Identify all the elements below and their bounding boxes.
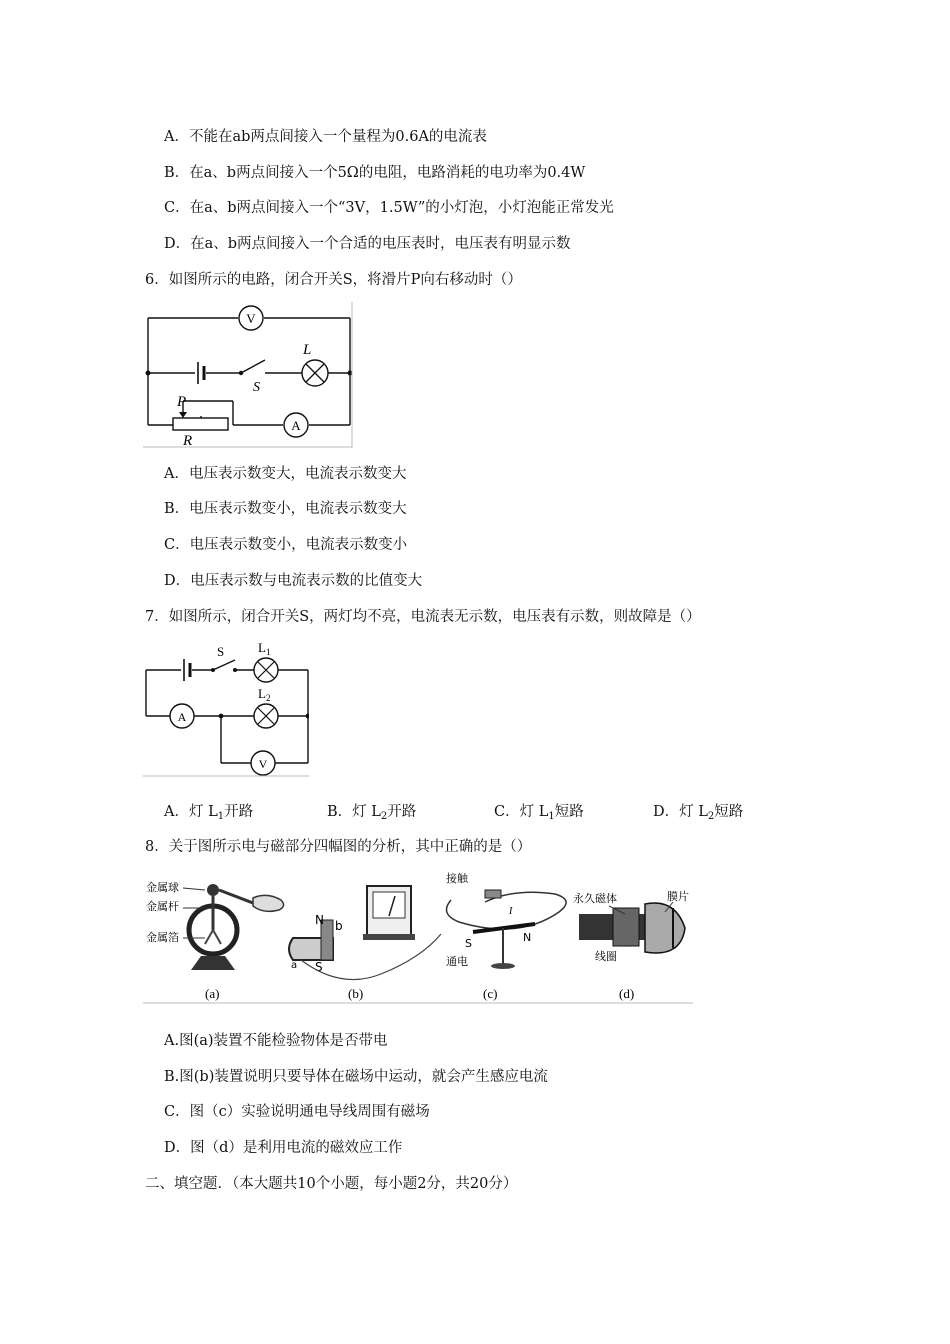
q6-option-c: C．电压表示数变小，电流表示数变小	[164, 537, 408, 553]
q6-lamp	[302, 360, 328, 386]
q8-a-label-rod: 金属杆	[146, 900, 179, 913]
q6-label-v: V	[246, 311, 256, 326]
q8-b-label-b: b	[335, 919, 343, 933]
q7-stem: 7．如图所示，闭合开关S，两灯均不亮，电流表无示数，电压表有示数，则故障是（）	[145, 609, 701, 625]
q7-lamp-1	[254, 658, 278, 682]
q8-figure-b	[289, 886, 441, 1001]
q6-label-a: A	[291, 418, 301, 433]
q8-d-label-coil: 线圈	[595, 950, 617, 963]
section-2-heading: 二、填空题．（本大题共10个小题，每小题2分，共20分）	[145, 1176, 518, 1192]
q8-caption-d: (d)	[619, 986, 635, 1001]
q5-option-a: A．不能在ab两点间接入一个量程为0.6A的电流表	[164, 129, 487, 145]
q8-b-label-a: a	[291, 960, 298, 971]
q6-label-p: P	[177, 394, 187, 410]
q6-option-a: A．电压表示数变大，电流表示数变大	[164, 466, 407, 482]
q6-circuit-diagram	[143, 302, 355, 448]
q7-junction-b	[306, 714, 309, 719]
q6-slider-arrow	[179, 412, 187, 418]
q8-option-b: B.图(b)装置说明只要导体在磁场中运动，就会产生感应电流	[164, 1069, 548, 1085]
q8-c-label-n: N	[523, 931, 532, 944]
q8-c-label-power: 通电	[446, 955, 468, 968]
q8-figure-strip	[143, 868, 693, 1006]
q8-figure-c	[446, 871, 566, 1001]
q7-option-a: A．灯 $L_1$开路	[164, 804, 254, 822]
q8-c-label-touch: 接触	[446, 872, 468, 885]
q6-junction-left	[146, 371, 151, 376]
q7-option-c: C．灯 $L_1$短路	[494, 804, 584, 822]
q6-label-s: S	[253, 380, 260, 395]
q8-option-a: A.图(a)装置不能检验物体是否带电	[164, 1033, 388, 1049]
q6-switch-pivot	[239, 371, 243, 375]
q8-b-label-n: N	[315, 913, 324, 927]
q6-label-r: R	[183, 433, 193, 448]
q7-option-d: D．灯 $L_2$短路	[653, 804, 744, 822]
q6-option-b: B．电压表示数变小，电流表示数变大	[164, 501, 407, 517]
q6-label-l: L	[303, 342, 312, 358]
q7-label-s: S	[217, 644, 225, 659]
q8-c-label-s: S	[465, 937, 472, 950]
q7-lamp-2	[254, 704, 278, 728]
q8-caption-b: (b)	[348, 986, 364, 1001]
q7-label-v: V	[258, 757, 268, 771]
q7-circuit-diagram	[143, 638, 309, 778]
q8-option-c: C．图（c）实验说明通电导线周围有磁场	[164, 1104, 430, 1120]
q8-a-label-foil: 金属箔	[146, 931, 179, 944]
q8-b-label-s: S	[315, 960, 323, 974]
q8-d-label-magnet: 永久磁体	[573, 892, 617, 905]
q5-option-c: C．在a、b两点间接入一个“3V，1.5W”的小灯泡，小灯泡能正常发光	[164, 200, 614, 216]
q6-stem: 6．如图所示的电路，闭合开关S，将滑片P向右移动时（）	[145, 272, 522, 288]
q5-option-b: B．在a、b两点间接入一个5Ω的电阻，电路消耗的电功率为0.4W	[164, 165, 586, 181]
q7-label-a: A	[177, 710, 187, 724]
q7-label-l1: $L_1$	[258, 640, 271, 657]
q8-caption-a: (a)	[205, 986, 220, 1001]
q5-option-d: D．在a、b两点间接入一个合适的电压表时，电压表有明显示数	[164, 236, 571, 252]
q6-option-d: D．电压表示数与电流表示数的比值变大	[164, 573, 423, 589]
q8-figure-d	[573, 889, 689, 1001]
q7-option-b: B．灯 $L_2$开路	[327, 804, 417, 822]
q7-switch-pivot	[211, 668, 215, 672]
q7-label-l2: $L_2$	[258, 686, 271, 703]
q7-switch-contact	[233, 668, 237, 672]
q7-junction-a	[219, 714, 224, 719]
q8-option-d: D．图（d）是利用电流的磁效应工作	[164, 1140, 403, 1156]
q8-a-label-ball: 金属球	[146, 881, 179, 894]
q8-d-label-diaphragm: 膜片	[667, 890, 689, 903]
q7-options-row	[0, 802, 950, 822]
q6-rheostat	[173, 418, 228, 430]
q8-c-label-i: I	[509, 906, 513, 917]
q8-caption-c: (c)	[483, 986, 498, 1001]
q8-figure-a	[146, 880, 284, 1001]
q8-stem: 8．关于图所示电与磁部分四幅图的分析，其中正确的是（）	[145, 839, 532, 855]
